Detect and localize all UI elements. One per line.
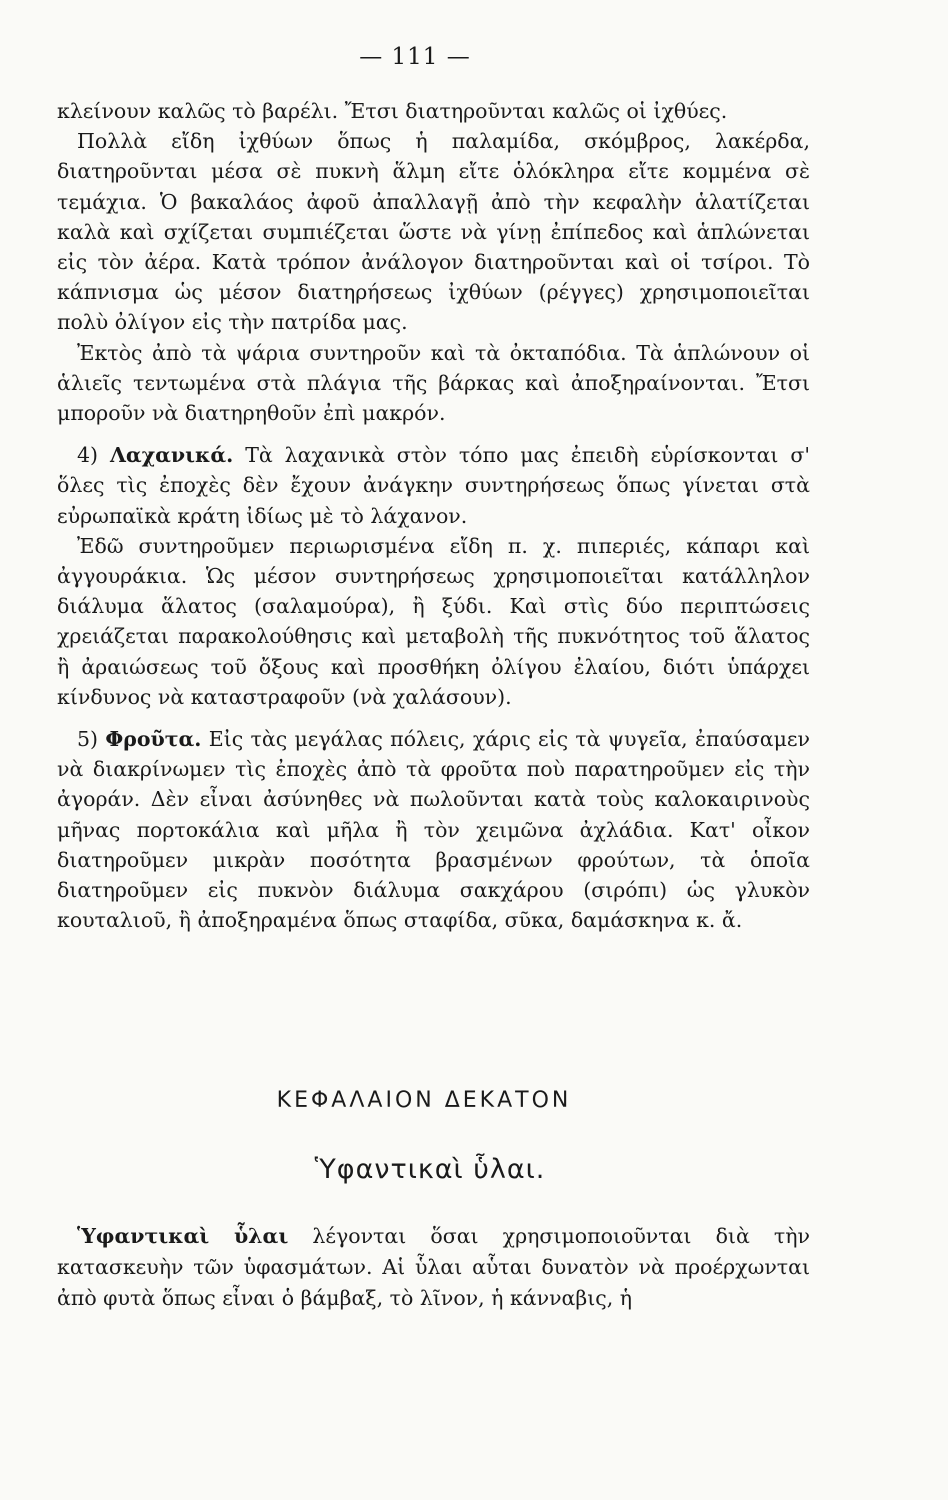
section-text: Τὰ λαχανικὰ στὸν τόπο μας ἐπειδὴ εὑρίσκονται σ' ὅλες τὶς ἐποχὲς δὲν ἔχουν ἀνάγκην συντηρήσεως ὅπως γίνεται στὰ εὐρωπαϊκὰ κράτη ἰδίως μὲ τὸ λάχανον. — [57, 443, 810, 528]
paragraph-octopus: Ἐκτὸς ἀπὸ τὰ ψάρια συντηροῦν καὶ τὰ ὀκταπόδια. Τὰ ἁπλώνουν οἱ ἁλιεῖς τεντωμένα στὰ πλάγια τῆς βάρκας καὶ ἀποξηραίνονται. Ἔτσι μποροῦν νὰ διατηρηθοῦν ἐπὶ μακρόν. — [57, 340, 810, 426]
section-heading: Λαχανικά. — [109, 443, 234, 468]
chapter-label: ΚΕΦΑΛΑΙΟΝ ΔΕΚΑΤΟΝ — [276, 1088, 572, 1113]
section-number: 5) — [77, 727, 99, 752]
term-heading: Ὑφαντικαὶ ὗλαι — [77, 1224, 289, 1248]
section-fruits — [57, 724, 810, 935]
section-vegetables — [57, 440, 810, 531]
paragraph-vegetables-preservation: Ἐδῶ συντηροῦμεν περιωρισμένα εἴδη π. χ. πιπεριές, κάπαρι καὶ ἀγγουράκια. Ὡς μέσον συντηρήσεως χρησιμοποιεῖται κατάλληλον διάλυμα ἅλατος (σαλαμούρα), ἢ ξύδι. Καὶ στὶς δύο περιπτώσεις χρειάζεται παρακολούθησις καὶ μεταβολὴ τῆς πυκνότητος τοῦ ἅλατος ἢ ἀραιώσεως τοῦ ὄξους καὶ προσθήκη ὀλίγου ἐλαίου, διότι ὑπάρχει κίνδυνος νὰ καταστραφοῦν (νὰ χαλάσουν). — [57, 533, 810, 709]
paragraph-textiles — [57, 1221, 810, 1314]
term-text: λέγονται ὅσαι χρησιμοποιοῦνται διὰ τὴν κατασκευὴν τῶν ὑφασμάτων. Αἱ ὗλαι αὗται δυνατὸν νὰ προέρχωνται ἀπὸ φυτὰ ὅπως εἶναι ὁ βάμβαξ, τὸ λῖνον, ἡ κάνναβις, ἡ — [57, 1224, 810, 1310]
section-heading: Φροῦτα. — [105, 727, 202, 752]
paragraph-fish-end: κλείνουν καλῶς τὸ βαρέλι. Ἔτσι διατηροῦνται καλῶς οἱ ἰχθύες. — [57, 99, 728, 123]
section-text: Εἰς τὰς μεγάλας πόλεις, χάρις εἰς τὰ ψυγεῖα, ἐπαύσαμεν νὰ διακρίνωμεν τὶς ἐποχὲς ἀπὸ τὰ φροῦτα ποὺ παρατηροῦμεν εἰς τὴν ἀγοράν. Δὲν εἶναι ἀσύνηθες νὰ πωλοῦνται κατὰ τοὺς καλοκαιρινοὺς μῆνας πορτοκάλια καὶ μῆλα ἢ τὸν χειμῶνα ἀχλάδια. Κατ' οἶκον διατηροῦμεν μικρὰν ποσότητα βρασμένων φρούτων, τὰ ὁποῖα διατηροῦμεν εἰς πυκνὸν διάλυμα σακχάρου (σιρόπι) ὡς γλυκὸν κουταλιοῦ, ἢ ἀποξηραμένα ὅπως σταφίδα, σῦκα, δαμάσκηνα κ. ἄ. — [57, 727, 810, 933]
chapter-title: Ὑφαντικαὶ ὗλαι. — [314, 1154, 546, 1185]
paragraph-fish-species: Πολλὰ εἴδη ἰχθύων ὅπως ἡ παλαμίδα, σκόμβρος, λακέρδα, διατηροῦνται μέσα σὲ πυκνὴ ἅλμη εἴτε ὁλόκληρα εἴτε κομμένα σὲ τεμάχια. Ὁ βακαλάος ἀφοῦ ἀπαλλαγῇ ἀπὸ τὴν κεφαλὴν ἁλατίζεται καλὰ καὶ σχίζεται συμπιέζεται ὥστε νὰ γίνῃ ἐπίπεδος καὶ ἁπλώνεται εἰς τὸν ἀέρα. Κατὰ τρόπον ἀνάλογον διατηροῦνται καὶ οἱ τσίροι. Τὸ κάπνισμα ὡς μέσον διατηρήσεως ἰχθύων (ρέγγες) χρησιμοποιεῖται πολὺ ὀλίγον εἰς τὴν πατρίδα μας. — [57, 129, 810, 335]
chapter-text — [57, 1221, 810, 1314]
section-number: 4) — [77, 443, 99, 468]
page-number: — 111 — — [359, 44, 471, 70]
main-text — [57, 96, 810, 935]
